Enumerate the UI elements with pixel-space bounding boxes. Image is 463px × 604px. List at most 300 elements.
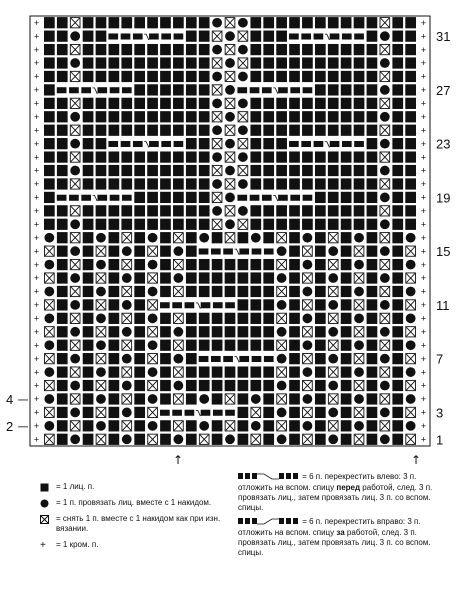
knit-stitch xyxy=(96,111,107,122)
knit-stitch xyxy=(289,125,300,136)
knit-stitch xyxy=(109,326,120,337)
knit-stitch xyxy=(289,259,300,270)
knit-stitch xyxy=(263,259,274,270)
knit-stitch xyxy=(57,44,68,55)
knit-stitch xyxy=(263,286,274,297)
knit-stitch xyxy=(302,17,313,28)
edge-stitch: + xyxy=(33,206,40,217)
knit-stitch xyxy=(315,178,326,189)
edge-stitch: + xyxy=(420,44,427,55)
knit-stitch xyxy=(367,205,378,216)
knit-stitch xyxy=(134,98,145,109)
knit-stitch xyxy=(263,299,274,310)
knit-stitch xyxy=(199,340,210,351)
knit-stitch xyxy=(160,192,171,203)
knit-stitch xyxy=(367,272,378,283)
knit-yo-stitch xyxy=(173,327,183,337)
knit-stitch xyxy=(186,286,197,297)
knit-stitch xyxy=(328,192,339,203)
knit-stitch xyxy=(83,205,94,216)
knit-stitch xyxy=(250,259,261,270)
edge-stitch: + xyxy=(33,313,40,324)
edge-stitch: + xyxy=(420,125,427,136)
knit-yo-stitch xyxy=(380,300,390,310)
edge-stitch: + xyxy=(420,85,427,96)
knit-stitch xyxy=(83,17,94,28)
knit-stitch xyxy=(367,31,378,42)
knit-stitch xyxy=(341,151,352,162)
knit-stitch xyxy=(160,340,171,351)
knit-yo-stitch xyxy=(212,152,222,162)
knit-stitch xyxy=(328,71,339,82)
edge-stitch: + xyxy=(420,259,427,270)
knit-stitch xyxy=(121,98,132,109)
cable-crossing xyxy=(198,244,275,257)
knit-stitch xyxy=(57,98,68,109)
knit-stitch xyxy=(263,44,274,55)
knit-stitch xyxy=(199,57,210,68)
knit-stitch xyxy=(186,125,197,136)
knit-stitch xyxy=(134,299,145,310)
cable-crossing xyxy=(236,191,313,204)
knit-stitch xyxy=(109,299,120,310)
knit-stitch xyxy=(405,84,416,95)
knit-yo-stitch xyxy=(44,367,54,377)
edge-stitch: + xyxy=(33,98,40,109)
knit-yo-stitch xyxy=(148,233,158,243)
knit-stitch xyxy=(134,151,145,162)
knit-stitch xyxy=(83,138,94,149)
knit-stitch xyxy=(367,259,378,270)
knit-yo-stitch xyxy=(225,58,235,68)
knit-stitch xyxy=(57,57,68,68)
knit-stitch xyxy=(83,286,94,297)
knit-stitch xyxy=(57,232,68,243)
edge-stitch: + xyxy=(33,44,40,55)
knit-stitch xyxy=(263,71,274,82)
knit-yo-stitch xyxy=(354,394,364,404)
knit-yo-stitch xyxy=(277,300,287,310)
knit-yo-stitch xyxy=(96,394,106,404)
knit-stitch xyxy=(199,219,210,230)
knit-stitch xyxy=(186,31,197,42)
knit-stitch xyxy=(315,246,326,257)
knit-stitch xyxy=(341,313,352,324)
knit-stitch xyxy=(57,299,68,310)
knit-stitch xyxy=(392,178,403,189)
knit-yo-stitch xyxy=(122,327,132,337)
knit-stitch xyxy=(147,17,158,28)
edge-stitch: + xyxy=(33,111,40,122)
knit-yo-stitch xyxy=(44,394,54,404)
knit-yo-stitch xyxy=(406,394,416,404)
knit-yo-stitch xyxy=(122,381,132,391)
knit-stitch xyxy=(263,31,274,42)
knit-stitch xyxy=(276,71,287,82)
knit-stitch xyxy=(250,272,261,283)
knit-stitch xyxy=(367,165,378,176)
knit-stitch xyxy=(341,299,352,310)
knit-stitch xyxy=(289,111,300,122)
knit-yo-stitch xyxy=(199,421,209,431)
knit-yo-stitch xyxy=(303,394,313,404)
row-number-right: 7 xyxy=(436,351,444,367)
knit-stitch xyxy=(83,380,94,391)
knit-stitch xyxy=(57,366,68,377)
knit-stitch xyxy=(276,98,287,109)
repeat-arrow-icon: ↑ xyxy=(410,453,422,467)
knit-stitch xyxy=(238,232,249,243)
knit-stitch xyxy=(199,111,210,122)
knit-stitch xyxy=(44,151,55,162)
knit-stitch xyxy=(225,366,236,377)
knit-stitch xyxy=(289,393,300,404)
knit-stitch xyxy=(289,71,300,82)
knit-yo-stitch xyxy=(238,45,248,55)
knit-yo-stitch xyxy=(122,434,132,444)
knit-stitch xyxy=(83,31,94,42)
knit-stitch xyxy=(289,286,300,297)
knit-stitch xyxy=(186,393,197,404)
knit-stitch xyxy=(250,111,261,122)
knit-stitch xyxy=(109,17,120,28)
knit-yo-stitch xyxy=(251,421,261,431)
edge-stitch-icon: + xyxy=(40,540,46,551)
knit-stitch xyxy=(186,326,197,337)
knit-stitch xyxy=(263,313,274,324)
knit-stitch xyxy=(392,272,403,283)
knit-stitch xyxy=(186,44,197,55)
row-number-right: 31 xyxy=(436,29,451,45)
cross-left-text-bold: перед xyxy=(336,483,361,492)
knit-stitch xyxy=(109,434,120,445)
knit-stitch xyxy=(341,232,352,243)
knit-stitch xyxy=(302,71,313,82)
knit-stitch xyxy=(392,44,403,55)
knit-stitch xyxy=(134,84,145,95)
knit-stitch xyxy=(96,44,107,55)
edge-stitch: + xyxy=(33,152,40,163)
knit-stitch xyxy=(250,31,261,42)
knit-stitch xyxy=(341,98,352,109)
knit-yo-stitch xyxy=(251,233,261,243)
knit-stitch xyxy=(263,178,274,189)
knit-stitch xyxy=(121,219,132,230)
edge-stitch: + xyxy=(420,31,427,42)
knit-yo-stitch xyxy=(70,327,80,337)
edge-stitch: + xyxy=(33,138,40,149)
knit-stitch xyxy=(405,205,416,216)
knit-stitch xyxy=(341,44,352,55)
knit-stitch xyxy=(354,165,365,176)
knit-stitch xyxy=(212,340,223,351)
knit-stitch xyxy=(328,165,339,176)
knit-stitch xyxy=(225,272,236,283)
knit-stitch xyxy=(57,246,68,257)
knit-stitch xyxy=(392,192,403,203)
knit-stitch xyxy=(186,366,197,377)
knit-yo-stitch xyxy=(122,354,132,364)
knit-stitch xyxy=(328,178,339,189)
knit-stitch xyxy=(109,259,120,270)
knit-yo-stitch xyxy=(96,260,106,270)
knit-with-yarnover-icon xyxy=(40,499,49,508)
knit-yo-stitch xyxy=(212,45,222,55)
knit-stitch xyxy=(263,138,274,149)
knit-yo-stitch xyxy=(212,125,222,135)
knit-stitch xyxy=(250,380,261,391)
knit-stitch xyxy=(212,366,223,377)
knit-stitch xyxy=(405,17,416,28)
edge-stitch: + xyxy=(420,98,427,109)
knit-stitch xyxy=(341,272,352,283)
knit-stitch xyxy=(44,165,55,176)
knit-yo-stitch xyxy=(96,367,106,377)
cross-right-text-bold: за xyxy=(336,528,345,537)
knit-stitch xyxy=(160,111,171,122)
knit-yo-stitch xyxy=(354,367,364,377)
knit-stitch xyxy=(96,219,107,230)
knit-stitch xyxy=(186,165,197,176)
knit-yo-stitch xyxy=(148,394,158,404)
knit-stitch xyxy=(96,178,107,189)
knit-stitch xyxy=(392,299,403,310)
knit-yo-stitch xyxy=(225,434,235,444)
row-number-right: 19 xyxy=(436,190,451,206)
knit-yo-stitch xyxy=(173,354,183,364)
knit-stitch xyxy=(83,353,94,364)
knit-stitch xyxy=(315,98,326,109)
knit-stitch xyxy=(289,272,300,283)
knit-stitch xyxy=(160,420,171,431)
knit-stitch xyxy=(160,272,171,283)
knit-yo-stitch xyxy=(303,340,313,350)
knit-stitch xyxy=(83,151,94,162)
edge-stitch: + xyxy=(33,421,40,432)
knit-stitch xyxy=(121,165,132,176)
knit-stitch xyxy=(367,98,378,109)
knit-stitch xyxy=(315,286,326,297)
knit-stitch xyxy=(186,353,197,364)
knit-stitch xyxy=(186,98,197,109)
knit-stitch xyxy=(289,219,300,230)
knit-yo-stitch xyxy=(238,206,248,216)
knit-stitch xyxy=(225,286,236,297)
knit-stitch xyxy=(367,138,378,149)
edge-stitch: + xyxy=(420,71,427,82)
knit-stitch xyxy=(160,393,171,404)
knit-stitch xyxy=(199,313,210,324)
knit-stitch xyxy=(341,259,352,270)
knit-stitch xyxy=(341,17,352,28)
knit-stitch xyxy=(57,420,68,431)
knit-stitch xyxy=(186,71,197,82)
knit-stitch xyxy=(367,17,378,28)
knit-stitch xyxy=(134,340,145,351)
edge-stitch: + xyxy=(33,246,40,257)
knit-stitch xyxy=(405,165,416,176)
knit-stitch xyxy=(109,205,120,216)
knit-stitch xyxy=(109,219,120,230)
knit-stitch xyxy=(367,232,378,243)
knit-stitch xyxy=(83,272,94,283)
edge-stitch: + xyxy=(420,17,427,28)
edge-stitch: + xyxy=(420,58,427,69)
knit-yo-stitch xyxy=(122,300,132,310)
knit-stitch xyxy=(341,205,352,216)
knit-stitch xyxy=(315,326,326,337)
knit-stitch xyxy=(173,125,184,136)
knit-stitch xyxy=(315,272,326,283)
knit-stitch xyxy=(354,219,365,230)
edge-stitch: + xyxy=(420,286,427,297)
knit-stitch xyxy=(225,380,236,391)
knit-stitch xyxy=(109,407,120,418)
knit-stitch xyxy=(289,17,300,28)
knit-stitch xyxy=(121,205,132,216)
edge-stitch: + xyxy=(420,434,427,445)
knit-yo-stitch xyxy=(303,313,313,323)
knit-stitch xyxy=(134,57,145,68)
knit-stitch xyxy=(367,151,378,162)
knit-stitch xyxy=(96,71,107,82)
knit-stitch xyxy=(405,138,416,149)
knit-stitch xyxy=(44,125,55,136)
knit-stitch xyxy=(250,44,261,55)
symbol-legend xyxy=(40,482,225,556)
knit-stitch xyxy=(289,98,300,109)
knit-stitch xyxy=(405,111,416,122)
knit-stitch xyxy=(134,165,145,176)
knit-stitch xyxy=(134,272,145,283)
knit-yo-stitch xyxy=(380,139,390,149)
knit-stitch xyxy=(186,380,197,391)
knit-yo-stitch xyxy=(380,31,390,41)
knit-stitch xyxy=(186,219,197,230)
knit-stitch xyxy=(328,205,339,216)
knit-stitch xyxy=(392,205,403,216)
knit-stitch xyxy=(134,420,145,431)
knit-yo-stitch xyxy=(277,327,287,337)
knit-stitch xyxy=(367,313,378,324)
knit-stitch xyxy=(199,151,210,162)
edge-stitch: + xyxy=(33,434,40,445)
knit-stitch xyxy=(289,57,300,68)
knit-yo-stitch xyxy=(328,434,338,444)
knit-stitch xyxy=(354,125,365,136)
knit-yo-stitch xyxy=(173,381,183,391)
knit-stitch xyxy=(315,17,326,28)
knit-stitch xyxy=(392,165,403,176)
knit-yo-stitch xyxy=(212,72,222,82)
knit-stitch xyxy=(199,165,210,176)
knit-stitch xyxy=(44,57,55,68)
knit-stitch xyxy=(57,326,68,337)
knit-stitch xyxy=(173,98,184,109)
knit-stitch xyxy=(405,31,416,42)
knit-stitch xyxy=(44,17,55,28)
row-number-right: 27 xyxy=(436,82,451,98)
knit-yo-stitch xyxy=(380,434,390,444)
knit-stitch xyxy=(134,259,145,270)
knit-stitch xyxy=(238,272,249,283)
edge-stitch: + xyxy=(420,326,427,337)
knit-yo-stitch xyxy=(277,246,287,256)
knit-stitch xyxy=(341,420,352,431)
edge-stitch: + xyxy=(33,367,40,378)
legend-item-knit-yo xyxy=(40,498,225,508)
knit-stitch xyxy=(238,380,249,391)
knit-stitch xyxy=(83,393,94,404)
knit-yo-stitch xyxy=(354,313,364,323)
knit-yo-stitch xyxy=(328,381,338,391)
row-number-right: 23 xyxy=(436,136,451,152)
knit-stitch xyxy=(186,192,197,203)
edge-stitch: + xyxy=(420,421,427,432)
knit-yo-stitch xyxy=(238,152,248,162)
knit-stitch xyxy=(289,380,300,391)
knit-stitch xyxy=(367,84,378,95)
knit-stitch xyxy=(250,286,261,297)
knit-stitch xyxy=(289,366,300,377)
knit-yo-stitch xyxy=(328,300,338,310)
knit-stitch xyxy=(250,178,261,189)
knit-stitch xyxy=(109,246,120,257)
knit-stitch xyxy=(173,111,184,122)
knit-stitch xyxy=(238,393,249,404)
knit-stitch xyxy=(186,420,197,431)
knit-yo-stitch xyxy=(380,112,390,122)
knit-stitch xyxy=(83,165,94,176)
knit-stitch xyxy=(186,246,197,257)
knit-stitch xyxy=(160,380,171,391)
knit-yo-stitch xyxy=(70,219,80,229)
edge-stitch: + xyxy=(33,340,40,351)
edge-stitch: + xyxy=(33,31,40,42)
knit-yo-stitch xyxy=(277,408,287,418)
knit-stitch xyxy=(263,434,274,445)
knit-stitch xyxy=(173,205,184,216)
legend-knit-yo-text: = 1 п. провязать лиц. вместе с 1 накидом. xyxy=(56,498,212,507)
knit-yo-stitch xyxy=(225,139,235,149)
knit-stitch xyxy=(57,205,68,216)
knit-stitch xyxy=(354,111,365,122)
knit-yo-stitch xyxy=(406,340,416,350)
knit-yo-stitch xyxy=(148,287,158,297)
knit-stitch xyxy=(341,393,352,404)
knit-stitch xyxy=(173,17,184,28)
edge-stitch: + xyxy=(33,380,40,391)
knit-yo-stitch xyxy=(225,219,235,229)
knit-yo-stitch xyxy=(354,340,364,350)
knit-stitch xyxy=(160,71,171,82)
knit-stitch xyxy=(315,111,326,122)
knit-yo-stitch xyxy=(238,179,248,189)
knit-stitch xyxy=(96,17,107,28)
knit-stitch xyxy=(367,44,378,55)
knit-stitch xyxy=(315,232,326,243)
legend-slip-yo-text: = снять 1 п. вместе с 1 накидом как при изн. вязании. xyxy=(56,514,221,533)
knit-yo-stitch xyxy=(70,246,80,256)
knit-stitch xyxy=(405,151,416,162)
knit-yo-stitch xyxy=(277,434,287,444)
knit-stitch xyxy=(44,71,55,82)
knit-stitch xyxy=(276,151,287,162)
knit-stitch xyxy=(238,286,249,297)
knit-stitch xyxy=(341,407,352,418)
knit-stitch xyxy=(367,407,378,418)
knit-stitch xyxy=(263,98,274,109)
